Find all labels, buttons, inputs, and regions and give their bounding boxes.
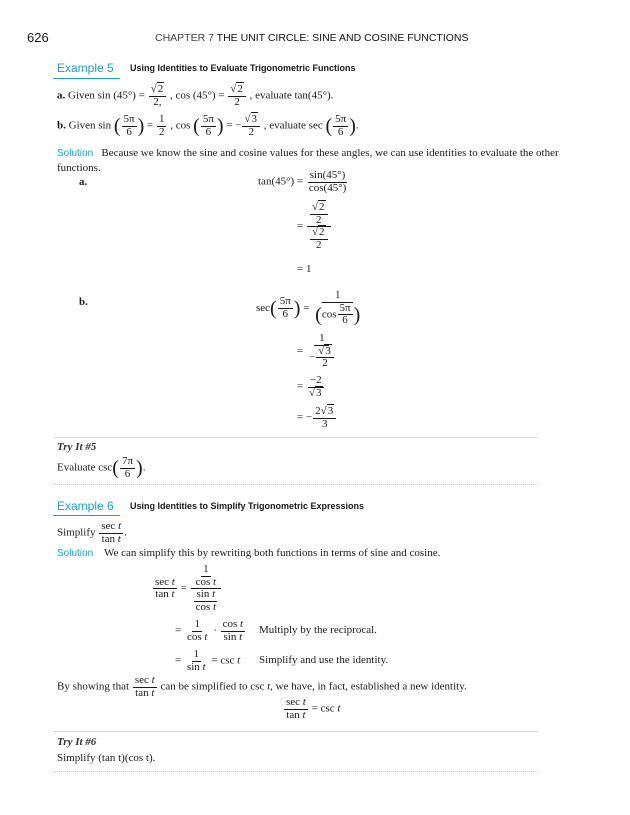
work-a-line1: tan(45°) = $\frac{\sin(45^\circ)}{\cos(45^\circ)}$	[258, 169, 347, 194]
work-a-label: a.	[79, 176, 88, 188]
tryit5-text: Evaluate csc( $\frac{7\pi}{6}$ ).	[57, 455, 146, 480]
work-b-line2: = 1 − $\frac{√3}{2}$	[297, 333, 338, 370]
work-b-line4: = − $\frac{2√3}{3}$	[297, 406, 337, 430]
chapter-title: THE UNIT CIRCLE: SINE AND COSINE FUNCTIONS	[216, 32, 469, 44]
example6-problem: Simplify $\frac{\text{sec t}}{\text{tan t}}$ .	[57, 520, 127, 545]
example6-underline	[53, 515, 120, 516]
work-b-line3: = $\frac{-2}{√3}$	[297, 374, 322, 399]
running-header	[155, 32, 469, 44]
tryit6-text: Simplify (tan t)(cos t).	[57, 752, 156, 764]
example5-part-b: b. Given sin ( $\frac{5\pi}{6}$ ) = $\frac{1}{2}$ , cos ( $\frac{5\pi}{6}$ ) = − $\frac{√3}{2}$ , evaluate sec ( $\frac{5\pi}{6}$ ).	[57, 113, 359, 138]
tryit5-top-rule	[53, 437, 538, 438]
ex6-line2: = $\frac{1}{\text{cos t}}$ · $\frac{\text{cos t}}{\text{sin t}}$	[175, 618, 244, 643]
example6-conclusion: By showing that $\frac{\text{sec t}}{\text{tan t}}$ can be simplified to csc t, we have, in fact, established a new identity.	[57, 674, 467, 699]
example5-part-a: a. Given sin (45°) = $\frac{√2}{2,}$ , cos (45°) = $\frac{√2}{2}$ , evaluate tan(45°).	[57, 83, 334, 108]
page-number: 626	[27, 30, 49, 45]
ex6-line1: $\frac{\text{sec t}}{\text{tan t}}$ = $\frac{\frac{1}{\text{cos t}}}{\frac{\text{sin t}}{\text{cos t}}}$	[152, 564, 222, 613]
tryit5-bottom-rule	[53, 484, 538, 485]
ex6-line3: = $\frac{1}{\text{sin t}}$ = csc t	[175, 648, 241, 673]
tryit6-bottom-rule	[53, 771, 538, 772]
example6-label: Example 6	[57, 499, 114, 513]
tryit6-top-rule	[53, 731, 538, 732]
example5-solution: Solution Because we know the sine and cosine values for these angles, we can use identities to evaluate the other functions.	[57, 147, 559, 174]
tryit6-label: Try It #6	[57, 736, 97, 748]
example5-underline	[53, 78, 120, 79]
work-a-line3: = 1	[297, 263, 312, 275]
example5-title: Using Identities to Evaluate Trigonometric Functions	[130, 63, 356, 73]
ex6-note-2: Simplify and use the identity.	[259, 654, 389, 666]
tryit5-label: Try It #5	[57, 441, 97, 453]
example6-solution: Solution We can simplify this by rewriting both functions in terms of sine and cosine.	[57, 547, 441, 559]
ex6-note-1: Multiply by the reciprocal.	[259, 624, 377, 636]
ex6-identity: $\frac{\text{sec t}}{\text{tan t}}$ = csc t	[286, 696, 341, 721]
work-b-line1: sec( $\frac{5\pi}{6}$ ) = 1 (cos $\frac{5\pi}{6}$ )	[256, 289, 361, 327]
example6-title: Using Identities to Simplify Trigonometric Expressions	[130, 501, 365, 511]
work-a-line2: = $\frac{\frac{√2}{2}}{\frac{√2}{2}}$	[297, 202, 332, 251]
example5-label: Example 5	[57, 61, 114, 75]
work-b-label: b.	[79, 296, 88, 308]
chapter-number: CHAPTER 7	[155, 32, 214, 44]
